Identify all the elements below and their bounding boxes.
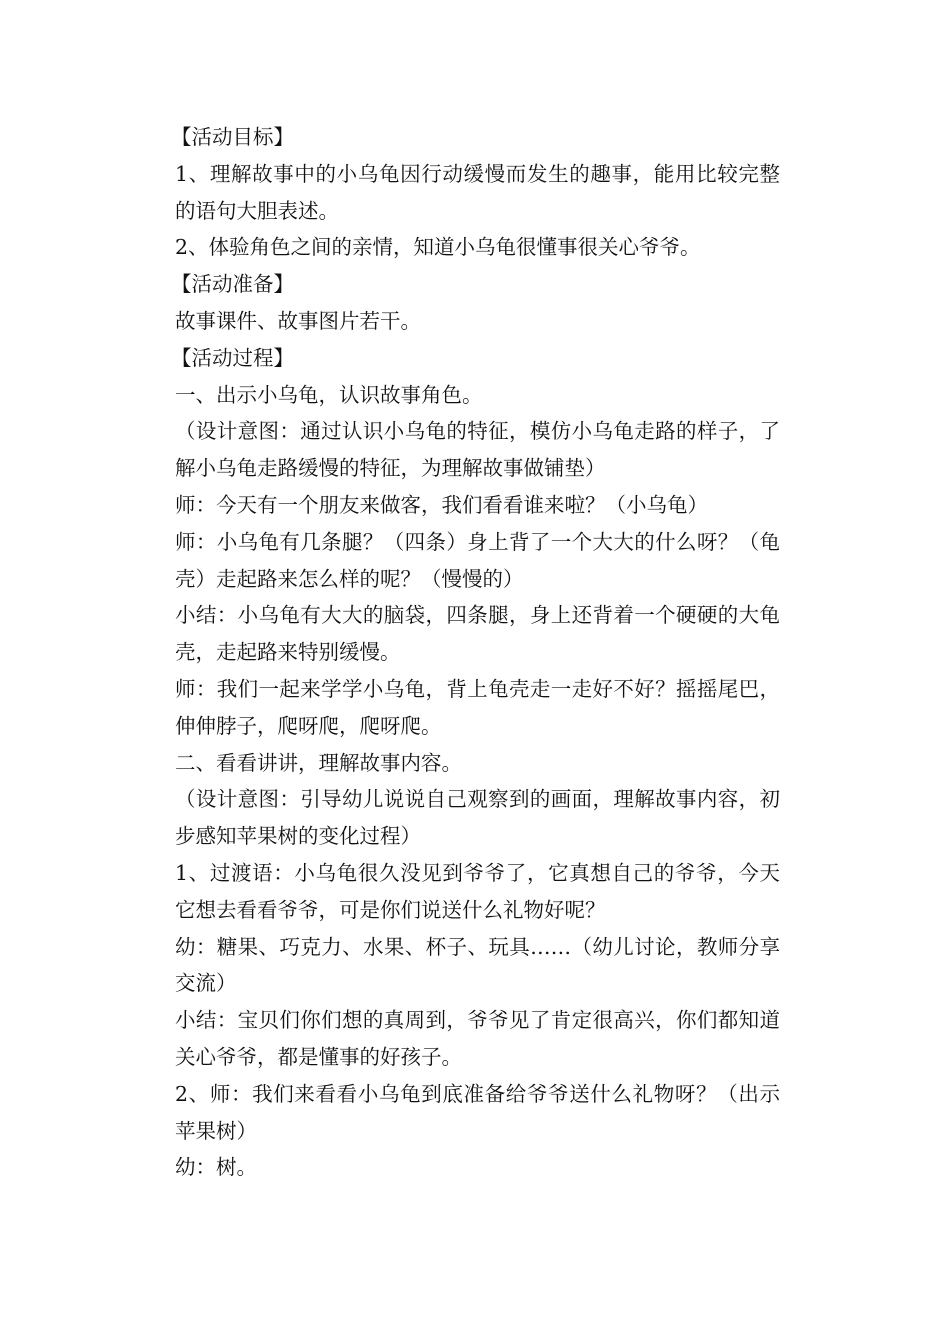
paragraph-step-1: 一、出示小乌龟，认识故事角色。 bbox=[175, 382, 483, 407]
paragraph-dialog-3: 师：我们一起来学学小乌龟，背上龟壳走一走好不好？摇摇尾巴，伸伸脖子，爬呀爬，爬呀爬。 bbox=[175, 676, 780, 738]
paragraph-summary-1: 小结：小乌龟有大大的脑袋，四条腿，身上还背着一个硬硬的大龟壳，走起路来特别缓慢。 bbox=[175, 603, 780, 665]
paragraph-design-intent-1: （设计意图：通过认识小乌龟的特征，模仿小乌龟走路的样子，了解小乌龟走路缓慢的特征，为理解故事做铺垫） bbox=[175, 419, 780, 481]
paragraph-child-response-1: 幼：糖果、巧克力、水果、杯子、玩具……（幼儿讨论，教师分享交流） bbox=[175, 934, 780, 996]
paragraph-preparation: 故事课件、故事图片若干。 bbox=[175, 308, 421, 333]
paragraph-dialog-2: 师：小乌龟有几条腿？（四条）身上背了一个大大的什么呀？（龟壳）走起路来怎么样的呢？（慢慢的） bbox=[175, 529, 780, 591]
section-heading-goals: 【活动目标】 bbox=[171, 125, 294, 149]
paragraph-child-response-2: 幼：树。 bbox=[175, 1155, 257, 1180]
paragraph-transition-1: 1、过渡语：小乌龟很久没见到爷爷了，它真想自己的爷爷，今天它想去看看爷爷，可是你们说送什么礼物好呢？ bbox=[175, 860, 780, 922]
paragraph-design-intent-2: （设计意图：引导幼儿说说自己观察到的画面，理解故事内容，初步感知苹果树的变化过程） bbox=[175, 787, 780, 849]
paragraph-goal-1: 1、理解故事中的小乌龟因行动缓慢而发生的趣事，能用比较完整的语句大胆表述。 bbox=[175, 161, 780, 223]
paragraph-summary-2: 小结：宝贝们你们想的真周到，爷爷见了肯定很高兴，你们都知道关心爷爷，都是懂事的好孩子。 bbox=[175, 1008, 780, 1069]
section-heading-preparation: 【活动准备】 bbox=[171, 272, 294, 297]
paragraph-step-2: 二、看看讲讲，理解故事内容。 bbox=[175, 750, 462, 775]
document-body bbox=[171, 119, 780, 1186]
section-heading-process: 【活动过程】 bbox=[171, 345, 294, 370]
paragraph-dialog-1: 师：今天有一个朋友来做客，我们看看谁来啦？（小乌龟） bbox=[175, 492, 708, 517]
paragraph-dialog-4: 2、师：我们来看看小乌龟到底准备给爷爷送什么礼物呀？（出示苹果树） bbox=[175, 1081, 780, 1143]
paragraph-goal-2: 2、体验角色之间的亲情，知道小乌龟很懂事很关心爷爷。 bbox=[175, 235, 701, 260]
